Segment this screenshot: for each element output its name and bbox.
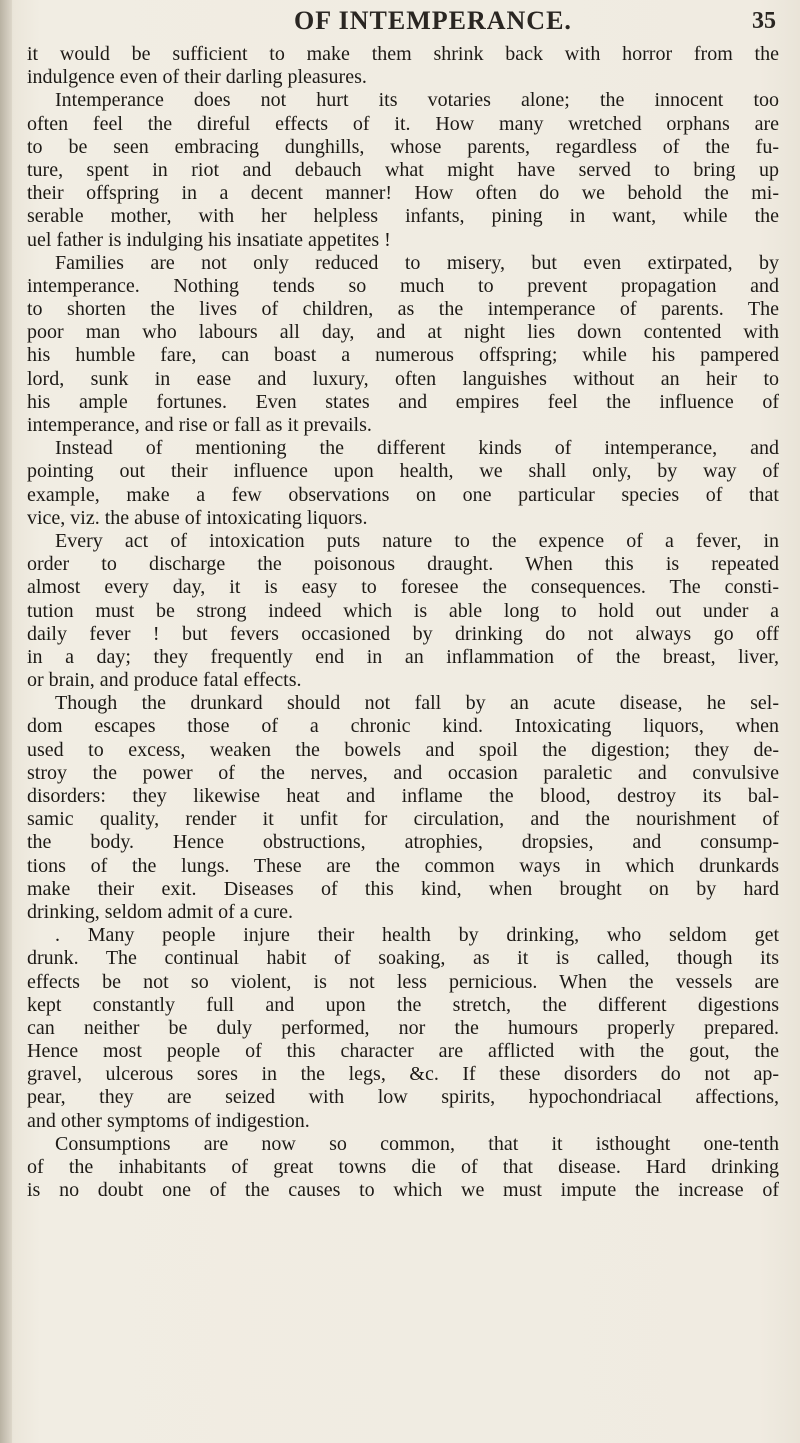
text-line: make their exit. Diseases of this kind, when brought on by hard bbox=[27, 877, 779, 900]
running-title: OF INTEMPERANCE. bbox=[294, 6, 572, 35]
text-line: drinking, seldom admit of a cure. bbox=[27, 900, 294, 923]
text-line: Hence most people of this character are afflicted with the gout, the bbox=[27, 1040, 779, 1063]
text-line: their offspring in a decent manner! How often do we behold the mi- bbox=[27, 182, 779, 205]
text-line: samic quality, render it unfit for circulation, and the nourishment of bbox=[27, 808, 779, 831]
text-line: and other symptoms of indigestion. bbox=[27, 1109, 310, 1132]
text-line: kept constantly full and upon the stretch, the different digestions bbox=[27, 993, 779, 1016]
text-line: intemperance. Nothing tends so much to prevent propagation and bbox=[27, 274, 779, 297]
text-line: or brain, and produce fatal effects. bbox=[27, 669, 302, 692]
text-line: order to discharge the poisonous draught. When this is repeated bbox=[27, 553, 779, 576]
text-line: indulgence even of their darling pleasures. bbox=[27, 66, 367, 89]
text-line: pointing out their influence upon health, we shall only, by way of bbox=[27, 460, 779, 483]
text-line: uel father is indulging his insatiate appetites ! bbox=[27, 228, 391, 251]
text-line: . Many people injure their health by drinking, who seldom get bbox=[55, 924, 779, 947]
text-line: intemperance, and rise or fall as it prevails. bbox=[27, 414, 372, 436]
text-line: his ample fortunes. Even states and empires feel the influence of bbox=[27, 390, 779, 413]
page-gutter bbox=[0, 0, 12, 1443]
text-line: Though the drunkard should not fall by an acute disease, he sel- bbox=[55, 692, 779, 715]
text-line: example, make a few observations on one particular species of that bbox=[27, 483, 779, 506]
text-line: the body. Hence obstructions, atrophies, dropsies, and consump- bbox=[27, 831, 779, 854]
text-line: Families are not only reduced to misery, but even extirpated, by bbox=[55, 251, 779, 274]
text-line: poor man who labours all day, and at night lies down contented with bbox=[27, 321, 779, 344]
text-line: to shorten the lives of children, as the intemperance of parents. The bbox=[27, 298, 779, 321]
text-line: ture, spent in riot and debauch what might have served to bring up bbox=[27, 158, 779, 181]
text-line: tions of the lungs. These are the common ways in which drunkards bbox=[27, 854, 779, 877]
text-line: vice, viz. the abuse of intoxicating liquors. bbox=[27, 506, 368, 529]
text-line: dom escapes those of a chronic kind. Intoxicating liquors, when bbox=[27, 715, 779, 738]
text-line: Intemperance does not hurt its votaries alone; the innocent too bbox=[55, 89, 779, 112]
text-line: his humble fare, can boast a numerous offspring; while his pampered bbox=[27, 344, 779, 367]
text-line: it would be sufficient to make them shrink back with horror from the bbox=[27, 43, 779, 65]
text-line: is no doubt one of the causes to which we must impute the increase of bbox=[27, 1179, 779, 1202]
text-line: stroy the power of the nerves, and occasion paraletic and convulsive bbox=[27, 761, 779, 784]
text-line: gravel, ulcerous sores in the legs, &c. If these disorders do not ap- bbox=[27, 1063, 779, 1086]
text-line: lord, sunk in ease and luxury, often languishes without an heir to bbox=[27, 367, 779, 390]
text-line: pear, they are seized with low spirits, hypochondriacal affections, bbox=[27, 1086, 779, 1109]
text-line: used to excess, weaken the bowels and spoil the digestion; they de- bbox=[27, 738, 779, 761]
text-line: often feel the direful effects of it. How many wretched orphans are bbox=[27, 112, 779, 135]
text-line: tution must be strong indeed which is able long to hold out under a bbox=[27, 599, 779, 622]
text-line: of the inhabitants of great towns die of that disease. Hard drinking bbox=[27, 1156, 779, 1178]
text-line: almost every day, it is easy to foresee the consequences. The consti- bbox=[27, 576, 779, 599]
text-line: disorders: they likewise heat and inflame the blood, destroy its bal- bbox=[27, 785, 779, 807]
body-text bbox=[27, 43, 779, 1202]
text-line: in a day; they frequently end in an inflammation of the breast, liver, bbox=[27, 645, 779, 668]
text-line: Every act of intoxication puts nature to the expence of a fever, in bbox=[55, 529, 779, 552]
text-line: Instead of mentioning the different kinds of intemperance, and bbox=[55, 437, 779, 460]
text-line: serable mother, with her helpless infants, pining in want, while the bbox=[27, 205, 779, 228]
text-line: Consumptions are now so common, that it isthought one-tenth bbox=[55, 1132, 779, 1155]
page-number: 35 bbox=[752, 8, 776, 34]
text-line: effects be not so violent, is not less pernicious. When the vessels are bbox=[27, 970, 779, 993]
text-line: drunk. The continual habit of soaking, as it is called, though its bbox=[27, 947, 779, 970]
text-line: to be seen embracing dunghills, whose parents, regardless of the fu- bbox=[27, 135, 779, 158]
text-line: can neither be duly performed, nor the humours properly prepared. bbox=[27, 1016, 779, 1039]
text-line: daily fever ! but fevers occasioned by drinking do not always go off bbox=[27, 622, 779, 645]
running-head bbox=[0, 4, 800, 40]
